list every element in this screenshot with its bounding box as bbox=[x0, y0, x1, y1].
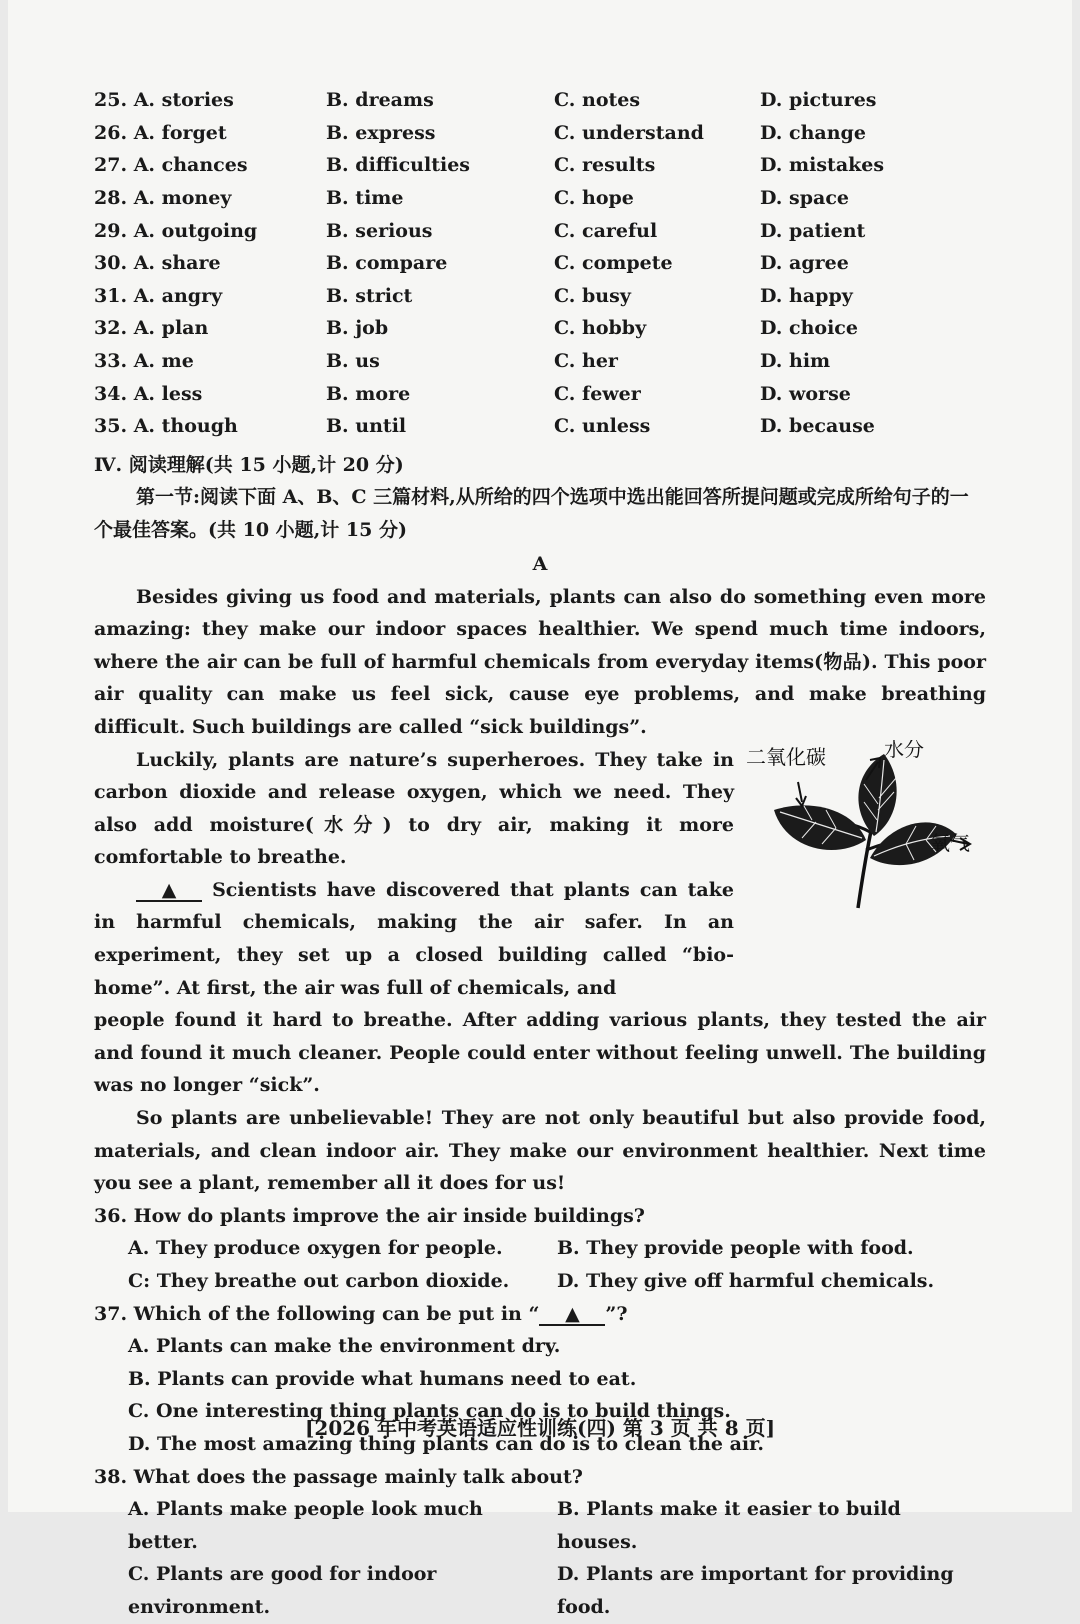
question-38 bbox=[94, 1461, 986, 1624]
choice-a: A. Plants can make the environment dry. bbox=[128, 1335, 561, 1358]
option-row bbox=[94, 182, 986, 215]
leaf-diagram bbox=[746, 740, 986, 910]
choice-a: A. Plants make people look much better. bbox=[128, 1498, 483, 1553]
passage-paragraph-3a bbox=[94, 874, 734, 1004]
leaf-left bbox=[774, 805, 866, 850]
answer-blank: ▲ bbox=[136, 880, 202, 902]
option-b: B. time bbox=[326, 187, 404, 210]
option-a: A. angry bbox=[133, 284, 223, 307]
option-row bbox=[94, 117, 986, 150]
choice-b: B. Plants make it easier to build houses. bbox=[557, 1498, 901, 1553]
option-b: B. difficulties bbox=[326, 154, 470, 177]
passage-paragraph-1: Besides giving us food and materials, plants can also do something even more amazing: they make our indoor spaces healthier. We spend much time indoors, where the air can be full of harmful chemicals from everyday items(物品). This poor air quality can make us feel sick, cause eye problems, and make breathing difficult. Such buildings are called “sick buildings”. bbox=[94, 585, 986, 738]
question-number: 33. bbox=[94, 350, 128, 373]
section-title: Ⅳ. 阅读理解(共 15 小题,计 20 分) bbox=[94, 453, 404, 476]
option-c: C. understand bbox=[554, 121, 704, 144]
option-d: D. pictures bbox=[760, 89, 877, 112]
passage-paragraph-3b: people found it hard to breathe. After adding various plants, they tested the air and found it much cleaner. People could enter without feeling unwell. The building was no longer “sick”. bbox=[94, 1009, 986, 1097]
question-number: 30. bbox=[94, 252, 128, 275]
question-36 bbox=[94, 1200, 986, 1298]
option-c: C. hope bbox=[554, 187, 634, 210]
question-number: 31. bbox=[94, 284, 128, 307]
option-row bbox=[94, 345, 986, 378]
question-number: 28. bbox=[94, 187, 128, 210]
question-number: 25. bbox=[94, 89, 128, 112]
option-b: B. until bbox=[326, 415, 407, 438]
option-d: D. patient bbox=[760, 219, 866, 242]
option-c: C. results bbox=[554, 154, 656, 177]
option-b: B. job bbox=[326, 317, 389, 340]
option-row bbox=[94, 84, 986, 117]
paragraph-with-figure bbox=[94, 739, 986, 1005]
option-c: C. unless bbox=[554, 415, 651, 438]
option-a: A. though bbox=[133, 415, 238, 438]
option-a: A. chances bbox=[133, 154, 248, 177]
option-b: B. express bbox=[326, 121, 436, 144]
question-stem bbox=[94, 1298, 986, 1331]
question-stem: 36. How do plants improve the air inside buildings? bbox=[94, 1204, 645, 1227]
option-b: B. dreams bbox=[326, 89, 434, 112]
section-instruction: 第一节:阅读下面 A、B、C 三篇材料,从所给的四个选项中选出能回答所提问题或完成所给句子的一个最佳答案。(共 10 小题,计 15 分) bbox=[94, 485, 969, 541]
choice-a: A. They produce oxygen for people. bbox=[128, 1237, 503, 1260]
choice-d: D. Plants are important for providing food. bbox=[557, 1563, 954, 1618]
option-a: A. plan bbox=[133, 317, 209, 340]
choice-d: D. The most amazing thing plants can do is to clean the air. bbox=[128, 1432, 765, 1455]
option-b: B. compare bbox=[326, 252, 448, 275]
option-d: D. space bbox=[760, 187, 849, 210]
option-row bbox=[94, 214, 986, 247]
option-d: D. agree bbox=[760, 252, 849, 275]
stem-text-end: ”? bbox=[605, 1302, 628, 1325]
option-c: C. busy bbox=[554, 284, 631, 307]
water-label: 水分 bbox=[884, 739, 924, 761]
option-b: B. us bbox=[326, 350, 380, 373]
option-d: D. mistakes bbox=[760, 154, 885, 177]
co2-label: 二氧化碳 bbox=[746, 744, 826, 769]
option-d: D. happy bbox=[760, 284, 853, 307]
option-b: B. serious bbox=[326, 219, 433, 242]
choice-b: B. Plants can provide what humans need to eat. bbox=[128, 1367, 637, 1390]
option-a: A. me bbox=[133, 350, 194, 373]
passage-paragraph-4: So plants are unbelievable! They are not only beautiful but also provide food, materials, and clean indoor air. They make our environment healthier. Next time you see a plant, remember all it does for us! bbox=[94, 1107, 986, 1195]
option-c: C. compete bbox=[554, 252, 673, 275]
question-number: 29. bbox=[94, 219, 128, 242]
option-d: D. worse bbox=[760, 382, 851, 405]
option-a: A. money bbox=[133, 187, 232, 210]
option-d: D. change bbox=[760, 121, 866, 144]
option-a: A. stories bbox=[133, 89, 234, 112]
option-row bbox=[94, 377, 986, 410]
option-a: A. less bbox=[133, 382, 203, 405]
option-b: B. more bbox=[326, 382, 411, 405]
choice-c: C: They breathe out carbon dioxide. bbox=[128, 1270, 510, 1292]
option-c: C. her bbox=[554, 350, 618, 373]
choice-c: C. Plants are good for indoor environment. bbox=[128, 1563, 437, 1618]
option-row bbox=[94, 280, 986, 313]
oxygen-label: 氧气 bbox=[930, 830, 970, 855]
option-a: A. outgoing bbox=[133, 219, 258, 242]
option-row bbox=[94, 247, 986, 280]
option-row bbox=[94, 149, 986, 182]
option-c: C. careful bbox=[554, 219, 658, 242]
page-footer: [2026 年中考英语适应性训练(四) 第 3 页 共 8 页] bbox=[304, 1416, 776, 1440]
choice-b: B. They provide people with food. bbox=[557, 1237, 914, 1260]
question-number: 27. bbox=[94, 154, 128, 177]
cloze-options bbox=[94, 84, 986, 443]
option-c: C. hobby bbox=[554, 317, 647, 340]
passage-paragraph-2: Luckily, plants are nature’s superheroes. They take in carbon dioxide and release oxygen, which we need. They also add moisture(水分) to dry air, making it more comfortable to breathe. bbox=[94, 748, 734, 869]
option-d: D. choice bbox=[760, 317, 858, 340]
question-number: 32. bbox=[94, 317, 128, 340]
option-row bbox=[94, 312, 986, 345]
passage-title: A bbox=[532, 552, 548, 575]
option-c: C. notes bbox=[554, 89, 641, 112]
answer-blank: ▲ bbox=[539, 1304, 605, 1326]
choice-c: C. One interesting thing plants can do is to build things. bbox=[128, 1400, 731, 1423]
page-content bbox=[94, 84, 986, 1624]
choice-d: D. They give off harmful chemicals. bbox=[557, 1270, 935, 1292]
option-b: B. strict bbox=[326, 284, 413, 307]
question-number: 34. bbox=[94, 382, 128, 405]
stem-text: 37. Which of the following can be put in “ bbox=[94, 1302, 540, 1325]
question-stem: 38. What does the passage mainly talk about? bbox=[94, 1465, 583, 1488]
exam-page bbox=[8, 0, 1072, 1618]
question-number: 26. bbox=[94, 121, 128, 144]
option-row bbox=[94, 410, 986, 443]
option-c: C. fewer bbox=[554, 382, 641, 405]
option-d: D. him bbox=[760, 350, 831, 373]
paragraph-3a-text: Scientists have discovered that plants can take in harmful chemicals, making the air safer. In an experiment, they set up a closed building called “bio-home”. At first, the air was full of chemicals, and bbox=[94, 878, 734, 999]
option-a: A. share bbox=[133, 252, 221, 275]
question-number: 35. bbox=[94, 415, 128, 438]
option-d: D. because bbox=[760, 415, 875, 438]
leaf-illustration bbox=[746, 740, 986, 910]
option-a: A. forget bbox=[133, 121, 227, 144]
